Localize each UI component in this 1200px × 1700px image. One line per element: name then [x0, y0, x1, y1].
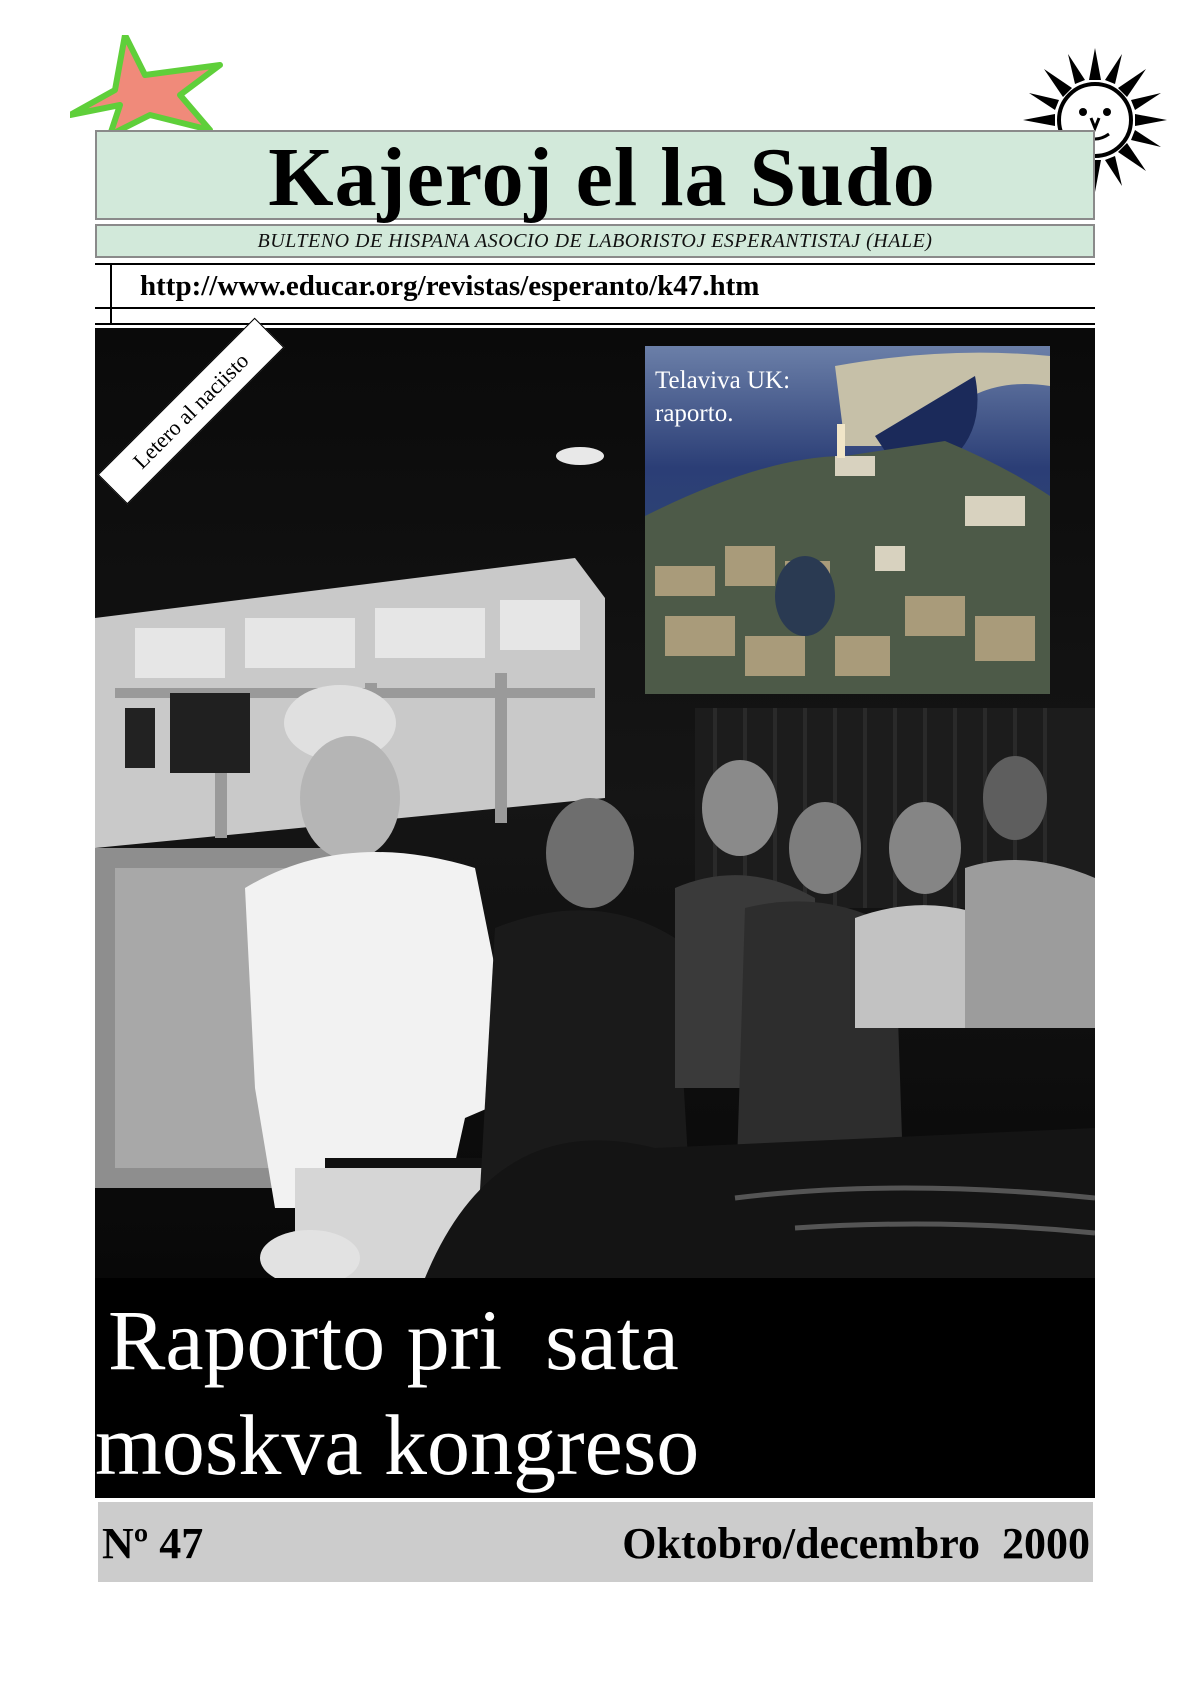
magazine-title: Kajeroj el la Sudo: [268, 130, 936, 224]
issue-date: Oktobro/decembro 2000: [622, 1519, 1090, 1568]
inset-caption-line1: Telaviva UK:: [655, 367, 791, 394]
title-banner: [95, 130, 1095, 224]
inset-caption-line2: raporto.: [655, 400, 734, 427]
magazine-subtitle: BULTENO DE HISPANA ASOCIO DE LABORISTOJ ESPERANTISTAJ (HALE): [257, 229, 933, 252]
issue-number: Nº 47: [102, 1519, 204, 1568]
headline-line-1[interactable]: Raporto pri sata: [108, 1292, 679, 1388]
subtitle-banner: [95, 224, 1095, 258]
headline-line-2[interactable]: moskva kongreso: [95, 1397, 700, 1493]
side-label-text: Letero al naciisto: [127, 347, 254, 474]
url-frame-line: [110, 263, 112, 325]
issue-url[interactable]: http://www.educar.org/revistas/esperanto/k47.htm: [140, 269, 760, 302]
url-divider: [95, 307, 1095, 309]
inset-caption[interactable]: [655, 364, 855, 430]
star-icon: [70, 35, 240, 135]
